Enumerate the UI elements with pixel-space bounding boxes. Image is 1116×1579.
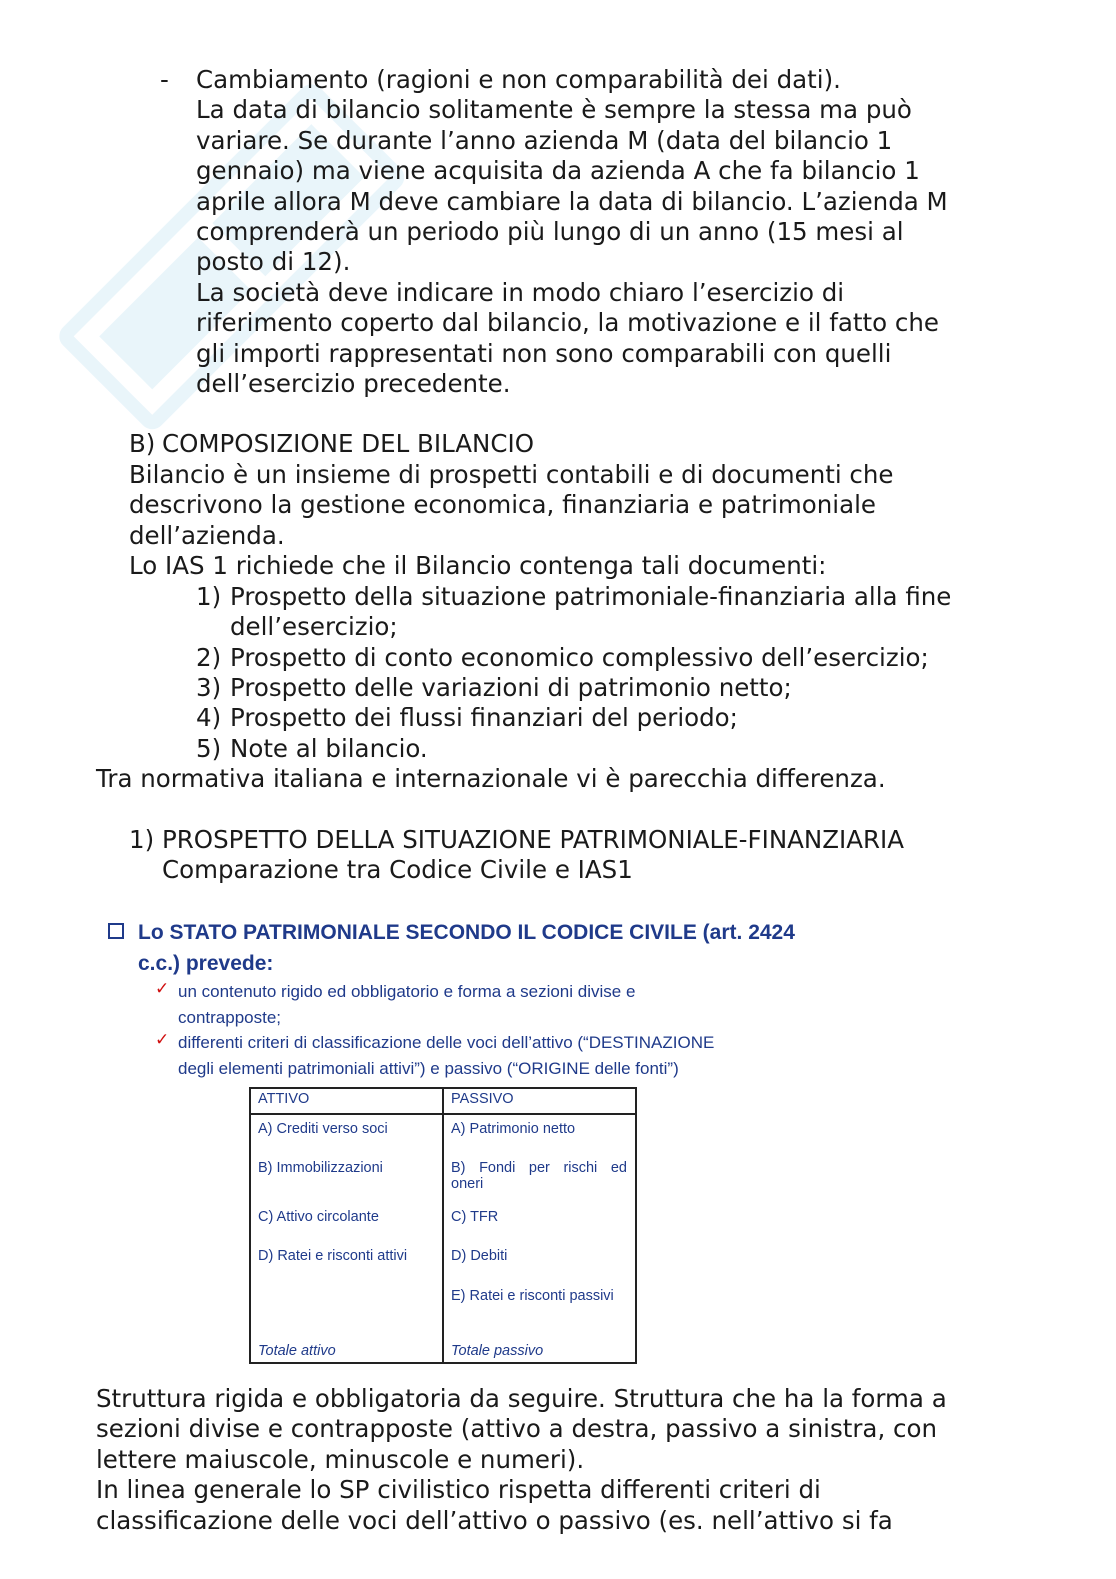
attivo-item: C) Attivo circolante — [258, 1209, 379, 1225]
closing-sentence: Tra normativa italiana e internazionale vi è parecchia differenza. — [96, 764, 886, 793]
passivo-item — [451, 1160, 628, 1209]
balance-sheet-table — [249, 1087, 637, 1364]
section-b-title: COMPOSIZIONE DEL BILANCIO — [162, 429, 534, 458]
text-line: Prospetto della situazione patrimoniale-finanziaria alla fine — [230, 582, 952, 611]
text-line: aprile allora M deve cambiare la data di bilancio. L’azienda M — [196, 186, 948, 216]
list-item: Prospetto delle variazioni di patrimonio netto; — [230, 673, 792, 702]
header-passivo: PASSIVO — [443, 1088, 636, 1114]
section-b-marker: B) — [129, 429, 156, 458]
passivo-item: C) TFR — [451, 1209, 499, 1225]
slide-heading — [138, 917, 795, 979]
text-line: comprenderà un periodo più lungo di un anno (15 mesi al — [196, 217, 904, 247]
text-line: La società deve indicare in modo chiaro l’esercizio di — [196, 277, 845, 307]
intro-bullet-text — [196, 65, 948, 399]
list-item-num: 5) — [196, 734, 222, 763]
word: B) — [451, 1160, 466, 1176]
word: ed — [610, 1160, 627, 1176]
text-line: Struttura rigida e obbligatoria da seguire. Struttura che ha la forma a — [96, 1384, 947, 1413]
text-line: Cambiamento (ragioni e non comparabilità dei dati). — [196, 65, 841, 94]
list-item — [230, 582, 951, 643]
header-attivo: ATTIVO — [250, 1088, 443, 1114]
passivo-item: E) Ratei e risconti passivi — [451, 1288, 614, 1304]
attivo-item: D) Ratei e risconti attivi — [258, 1248, 408, 1264]
passivo-item: A) Patrimonio netto — [451, 1121, 576, 1137]
bottom-paragraph — [96, 1384, 947, 1536]
bullet-dash: - — [160, 65, 169, 94]
list-item: Prospetto dei flussi finanziari del periodo; — [230, 703, 738, 732]
text-line: variare. Se durante l’anno azienda M (data del bilancio 1 — [196, 125, 893, 155]
text-line: Lo IAS 1 richiede che il Bilancio contenga tali documenti: — [129, 551, 827, 581]
text-line: contrapposte; — [178, 1008, 282, 1027]
total-attivo: Totale attivo — [250, 1340, 443, 1363]
table-total-row — [250, 1340, 636, 1363]
word: Fondi — [479, 1160, 516, 1176]
passivo-column — [443, 1114, 636, 1340]
justified-line — [451, 1160, 627, 1176]
text-line: La data di bilancio solitamente è sempre la stessa ma può — [196, 95, 912, 125]
section-b-paragraph — [129, 460, 894, 582]
section-1-subtitle: Comparazione tra Codice Civile e IAS1 — [162, 855, 633, 884]
text-line: gli importi rappresentati non sono comparabili con quelli — [196, 338, 892, 368]
attivo-item: A) Crediti verso soci — [258, 1121, 388, 1137]
text-line: dell’esercizio; — [230, 612, 398, 642]
list-item: Prospetto di conto economico complessivo dell’esercizio; — [230, 643, 929, 672]
text-line: riferimento coperto dal bilancio, la motivazione e il fatto che — [196, 308, 939, 338]
slide-point — [178, 1030, 714, 1082]
text-line: differenti criteri di classificazione delle voci dell’attivo (“DESTINAZIONE — [178, 1033, 715, 1052]
section-1-marker: 1) — [129, 825, 155, 854]
word: rischi — [563, 1160, 598, 1176]
text-line: posto di 12). — [196, 247, 351, 277]
passivo-item: D) Debiti — [451, 1248, 508, 1264]
text-line: sezioni divise e contrapposte (attivo a destra, passivo a sinistra, con — [96, 1414, 938, 1444]
word: per — [528, 1160, 550, 1176]
list-item-num: 3) — [196, 673, 222, 702]
list-item-num: 4) — [196, 703, 222, 732]
list-item: Note al bilancio. — [230, 734, 428, 763]
list-item-num: 2) — [196, 643, 222, 672]
slide-point — [178, 979, 635, 1031]
attivo-item: B) Immobilizzazioni — [258, 1160, 383, 1176]
text-line: degli elementi patrimoniali attivi”) e passivo (“ORIGINE delle fonti”) — [178, 1059, 679, 1078]
text-line: dell’azienda. — [129, 520, 285, 550]
text-line: descrivono la gestione economica, finanziaria e patrimoniale — [129, 490, 876, 520]
table-body-row — [250, 1114, 636, 1340]
list-item-num: 1) — [196, 582, 222, 611]
text-line: lettere maiuscole, minuscole e numeri). — [96, 1444, 585, 1474]
text-line: classificazione delle voci dell’attivo o passivo (es. nell’attivo si fa — [96, 1505, 893, 1535]
attivo-column — [250, 1114, 443, 1340]
text-line: In linea generale lo SP civilistico rispetta differenti criteri di — [96, 1475, 821, 1505]
text-line: Bilancio è un insieme di prospetti contabili e di documenti che — [129, 460, 894, 489]
table-header-row — [250, 1088, 636, 1114]
text-line: c.c.) prevede: — [138, 952, 274, 975]
text-line: un contenuto rigido ed obbligatorio e forma a sezioni divise e — [178, 982, 636, 1001]
checkmark-icon: ✓ — [155, 979, 170, 999]
text-line: Lo STATO PATRIMONIALE SECONDO IL CODICE CIVILE (art. 2424 — [138, 921, 795, 944]
text-line: oneri — [451, 1176, 484, 1192]
section-1-title: PROSPETTO DELLA SITUAZIONE PATRIMONIALE-FINANZIARIA — [162, 825, 905, 854]
text-line: gennaio) ma viene acquisita da azienda A che fa bilancio 1 — [196, 156, 920, 186]
checkmark-icon: ✓ — [155, 1030, 170, 1050]
total-passivo: Totale passivo — [443, 1340, 636, 1363]
checkbox-icon — [108, 923, 124, 939]
text-line: dell’esercizio precedente. — [196, 369, 511, 399]
